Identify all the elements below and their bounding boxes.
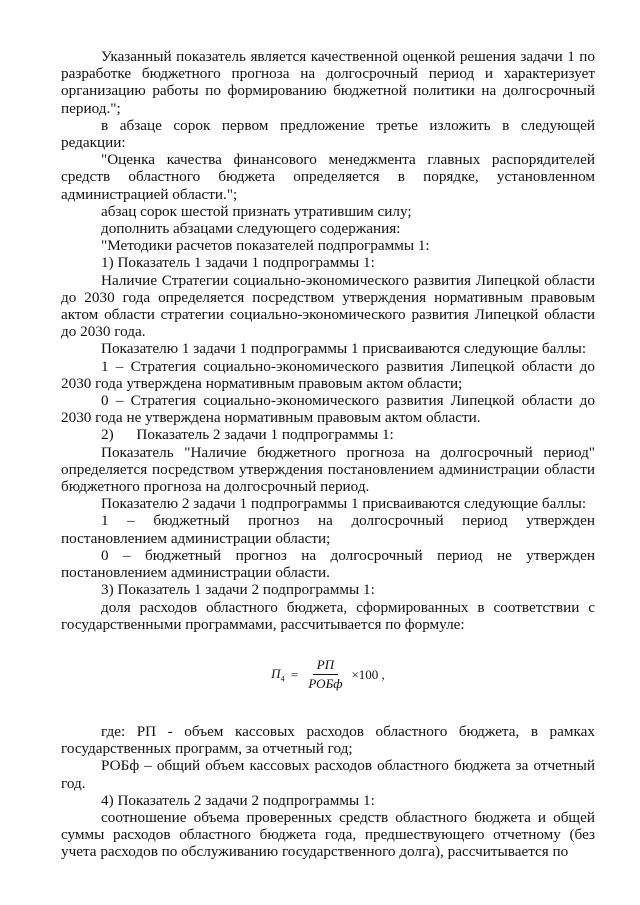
paragraph: Показателю 2 задачи 1 подпрограммы 1 присваиваются следующие баллы: [101,495,587,513]
paragraph: 0 – Стратегия социально-экономического развития Липецкой области до 2030 года не утверждена нормативным правовым актом области. [61,392,595,427]
paragraph: РОБф – общий объем кассовых расходов областного бюджета за отчетный год. [61,757,595,792]
paragraph: Указанный показатель является качественной оценкой решения задачи 1 по разработке бюджетного прогноза на долгосрочный период и характеризует организацию работы по формированию бюджетной политики на долгосрочный период."; [61,48,595,117]
paragraph: 2) Показатель 2 задачи 1 подпрограммы 1: [101,426,394,444]
paragraph: абзац сорок шестой признать утратившим силу; [101,202,412,220]
formula-denominator: РОБф [308,676,343,692]
formula-lhs [271,666,284,684]
paragraph: доля расходов областного бюджета, сформированных в соответствии с государственными программами, рассчитывается по формуле: [61,598,595,633]
paragraph: 3) Показатель 1 задачи 2 подпрограммы 1: [101,581,375,599]
formula-fraction [304,657,346,692]
paragraph: 1 – бюджетный прогноз на долгосрочный период утвержден постановлением администрации области; [61,512,595,547]
paragraph: Показатель "Наличие бюджетного прогноза на долгосрочный период" определяется посредством утверждения постановлением администрации области бюджетного прогноза на долгосрочный период. [61,443,595,496]
paragraph: где: РП - объем кассовых расходов областного бюджета, в рамках государственных программ, за отчетный год; [61,722,595,758]
paragraph: "Методики расчетов показателей подпрограммы 1: [101,237,430,255]
formula-rhs: ×100 , [351,666,385,682]
paragraph: Наличие Стратегии социально-экономического развития Липецкой области до 2030 года определяется посредством утверждения нормативным правовым актом области стратегии социально-экономического развития Липецкой области до 2030 года. [61,271,595,341]
formula-equals: = [287,666,302,682]
paragraph: 4) Показатель 2 задачи 2 подпрограммы 1: [101,791,375,809]
paragraph: 1 – Стратегия социально-экономического развития Липецкой области до 2030 года утверждена нормативным правовым актом области; [61,357,595,392]
paragraph: 1) Показатель 1 задачи 1 подпрограммы 1: [101,254,375,272]
formula [61,647,595,703]
paragraph: в абзаце сорок первом предложение третье изложить в следующей редакции: [61,116,595,152]
paragraph: Показателю 1 задачи 1 подпрограммы 1 присваиваются следующие баллы: [101,340,587,358]
paragraph: дополнить абзацами следующего содержания: [101,220,401,238]
formula-lhs-symbol: П [271,666,281,682]
paragraph: соотношение объема проверенных средств областного бюджета и общей суммы расходов областного бюджета года, предшествующего отчетному (без учета расходов по обслуживанию государственного долга), рассчитывается по [61,808,595,861]
paragraph: 0 – бюджетный прогноз на долгосрочный период не утвержден постановлением администрации области. [61,546,595,582]
formula-lhs-subscript: 4 [280,674,285,684]
document-page [61,48,595,861]
paragraph: "Оценка качества финансового менеджмента главных распорядителей средств областного бюджета определяется в порядке, установленном администрацией области."; [61,151,595,203]
formula-numerator: РП [313,657,338,675]
